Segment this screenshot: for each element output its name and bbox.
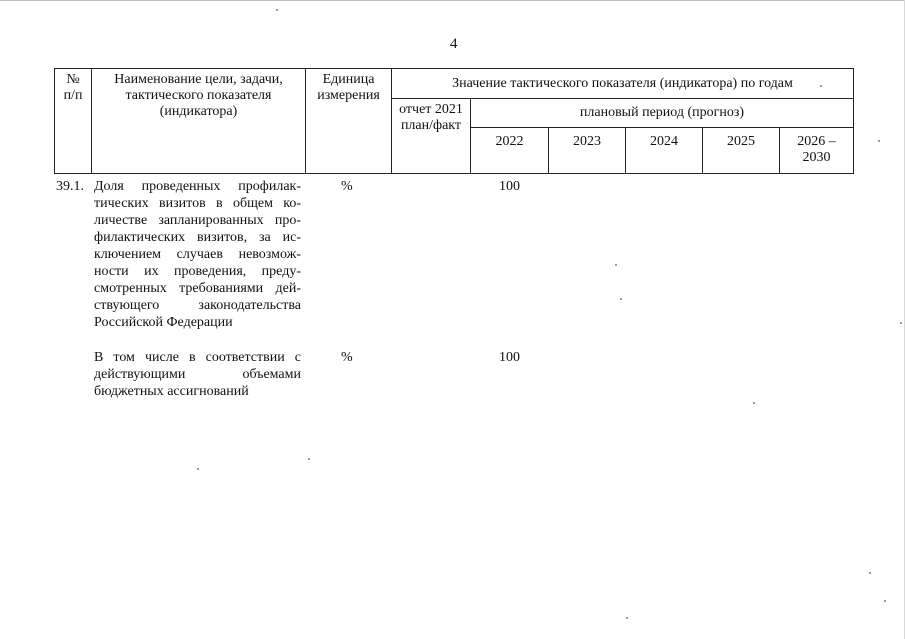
row-value-2022: 100 [499,179,520,194]
scan-speck [276,9,278,11]
scan-speck [197,468,199,470]
header-unit: Единица измерения [317,72,380,103]
scan-speck [615,264,617,266]
table-header [54,68,854,174]
header-report: отчет 2021 план/факт [399,102,463,133]
header-name: Наименование цели, задачи, тактического показателя (индикатора) [114,72,283,119]
row-unit: % [341,179,353,194]
scan-speck [308,458,310,460]
scan-speck [884,600,886,602]
scan-speck [900,322,902,324]
scan-speck [878,140,880,142]
header-value-title: Значение тактического показателя (индикатора) по годам [452,76,793,91]
page-top-edge [0,0,905,1]
header-num: № п/п [63,72,83,103]
header-year-2025: 2025 [727,134,755,149]
row-unit-sub: % [341,350,353,365]
header-year-2023: 2023 [573,134,601,149]
scan-speck [626,617,628,619]
header-year-2026-2030: 2026 – 2030 [797,134,836,165]
page-number: 4 [450,36,458,52]
divider [470,127,853,128]
row-indicator-name-sub: В том числе в соответствии с действующими объемами бюджетных ассигнований [94,350,301,399]
header-plan-period: плановый период (прогноз) [579,105,745,120]
row-indicator-name: Доля проведенных профилак-тических визитов в общем ко-личестве запланированных про-филактических визитов, за ис-ключением случаев невозмож-ности их проведения, преду-смотренных требованиями дей-ствующего законодательства Российской Федерации [94,179,301,330]
scan-speck [869,572,871,574]
row-number: 39.1. [56,179,84,194]
divider [391,98,853,99]
scan-speck [820,85,822,87]
header-year-2022: 2022 [495,134,524,149]
scan-speck [753,402,755,404]
header-year-2024: 2024 [650,134,678,149]
scan-speck [620,298,622,300]
row-value-2022-sub: 100 [499,350,520,365]
